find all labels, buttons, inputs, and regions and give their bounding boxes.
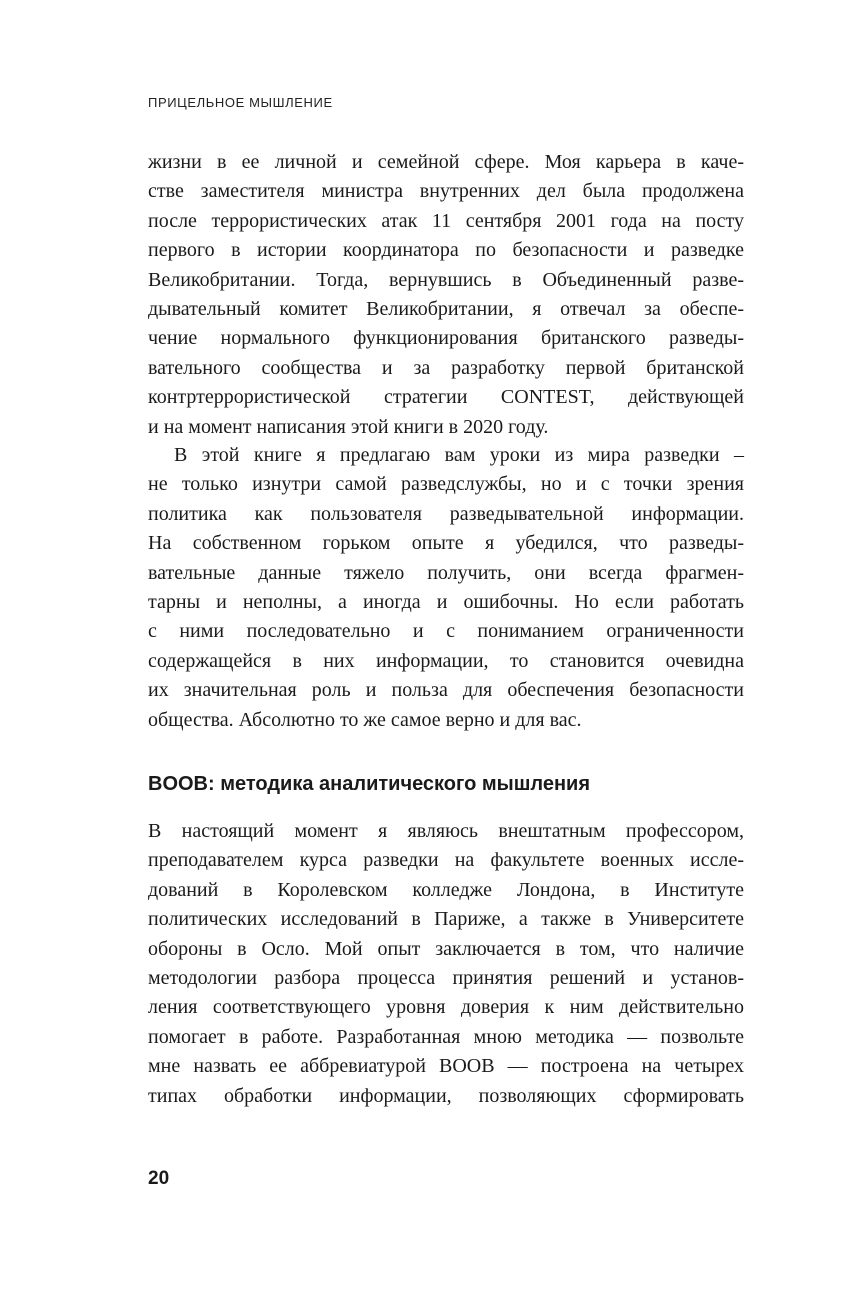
text-line: мне назвать ее аббревиатурой BOOB — построена на четырех <box>148 1055 744 1078</box>
text-line: содержащейся в них информации, то становится очевидна <box>148 649 744 672</box>
text-line: В настоящий момент я являюсь внештатным профессором, <box>148 820 744 842</box>
text-line: политика как пользователя разведывательной информации. <box>148 502 744 525</box>
text-line: контртеррористической стратегии CONTEST, действующей <box>148 386 744 409</box>
text-line: с ними последовательно и с пониманием ограниченности <box>148 620 744 643</box>
section-heading: BOOB: методика аналитического мышления <box>148 773 591 795</box>
paragraph-3 <box>148 817 744 1111</box>
text-line: помогает в работе. Разработанная мною методика — позвольте <box>148 1025 744 1048</box>
text-line: вательного сообщества и за разработку первой британской <box>148 356 744 379</box>
text-line: методологии разбора процесса принятия решений и установ- <box>148 967 744 990</box>
text-line: вательные данные тяжело получить, они всегда фрагмен- <box>148 561 744 584</box>
text-line: обороны в Осло. Мой опыт заключается в том, что наличие <box>148 937 744 960</box>
text-line: дований в Королевском колледже Лондона, в Институте <box>148 878 744 901</box>
text-line: политических исследований в Париже, а также в Университете <box>148 908 744 931</box>
text-line: после террористических атак 11 сентября 2001 года на посту <box>148 209 744 232</box>
text-line: В этой книге я предлагаю вам уроки из мира разведки – <box>174 444 744 466</box>
running-head: ПРИЦЕЛЬНОЕ МЫШЛЕНИЕ <box>148 95 333 110</box>
text-line: дывательный комитет Великобритании, я отвечал за обеспе- <box>148 298 744 321</box>
text-line: жизни в ее личной и семейной сфере. Моя карьера в каче- <box>148 151 744 173</box>
text-line: Великобритании. Тогда, вернувшись в Объединенный разве- <box>148 268 744 291</box>
text-line: чение нормального функционирования британского разведы- <box>148 327 744 350</box>
page-number: 20 <box>148 1168 170 1189</box>
text-line: не только изнутри самой разведслужбы, но и с точки зрения <box>148 473 744 496</box>
text-line: На собственном горьком опыте я убедился, что разведы- <box>148 532 744 555</box>
text-line: тарны и неполны, а иногда и ошибочны. Но если работать <box>148 591 744 614</box>
paragraph-1 <box>148 148 744 442</box>
text-line: и на момент написания этой книги в 2020 году. <box>148 415 549 438</box>
text-line: стве заместителя министра внутренних дел была продолжена <box>148 180 744 203</box>
text-line: первого в истории координатора по безопасности и разведке <box>148 239 744 262</box>
text-line: преподавателем курса разведки на факультете военных иссле- <box>148 849 744 872</box>
paragraph-2 <box>148 441 744 735</box>
text-line: их значительная роль и польза для обеспечения безопасности <box>148 679 744 702</box>
text-line: типах обработки информации, позволяющих сформировать <box>148 1084 744 1107</box>
text-line: ления соответствующего уровня доверия к ним действительно <box>148 996 744 1019</box>
text-line: общества. Абсолютно то же самое верно и для вас. <box>148 708 582 731</box>
